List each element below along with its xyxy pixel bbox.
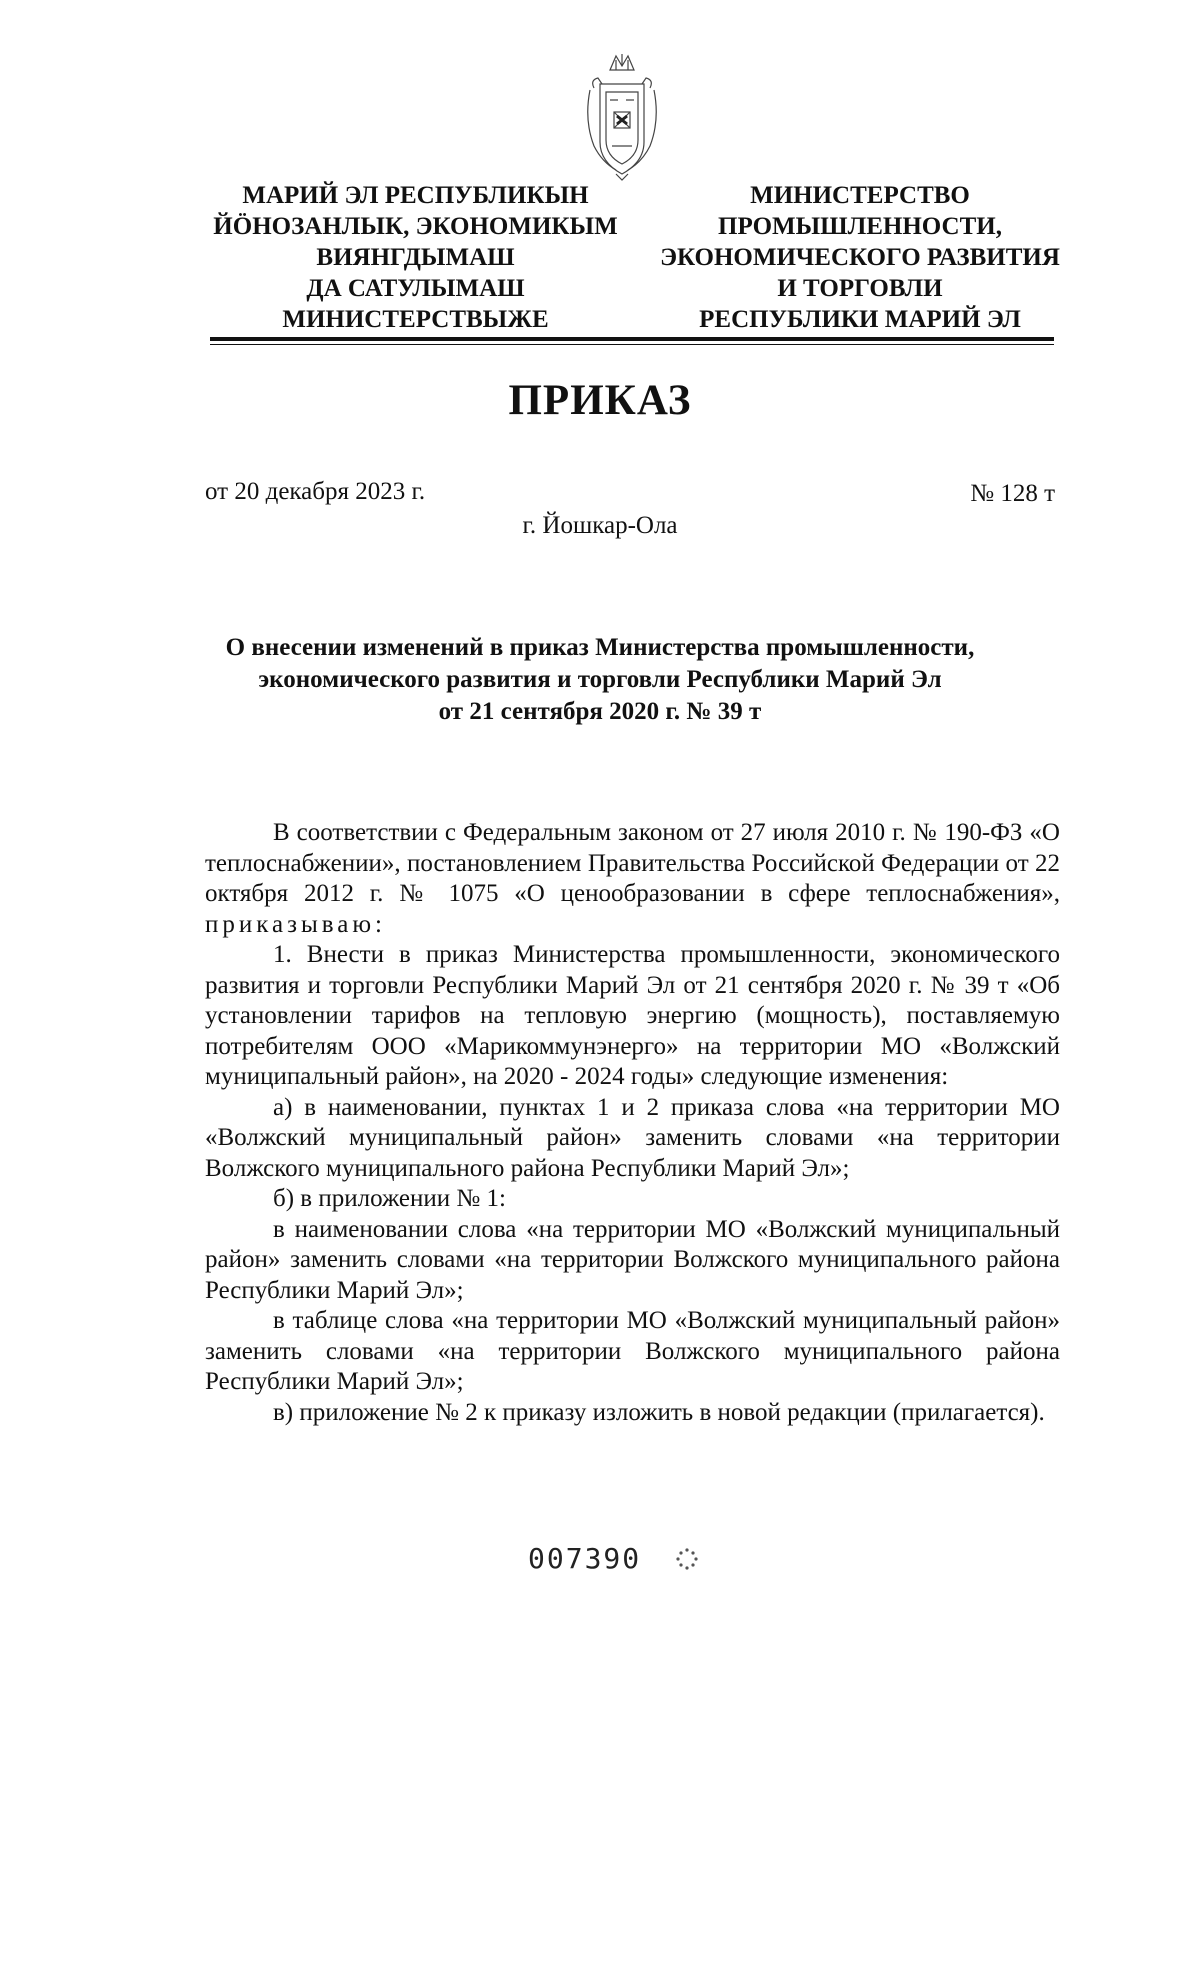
coat-of-arms-icon xyxy=(572,50,672,185)
org-name-line: ЭКОНОМИЧЕСКОГО РАЗВИТИЯ xyxy=(660,244,1060,271)
org-name-mari xyxy=(188,180,643,335)
preamble-text: В соответствии с Федеральным законом от 27 июля 2010 г. № 190-ФЗ «О теплоснабжении», постановлением Правительства Российской Федерации от 22 октября 2012 г. № 1075 «О ценообразовании в сфере теплоснабжения», xyxy=(205,819,1060,907)
body-paragraph: 1. Внести в приказ Министерства промышленности, экономического развития и торговли Республики Марий Эл от 21 сентября 2020 г. № 39 т «Об установлении тарифов на тепловую энергию (мощность), поставляемую потребителям ООО «Марикоммунэнерго» на территории МО «Волжский муниципальный район», на 2020 - 2024 годы» следующие изменения: xyxy=(205,941,1060,1090)
serial-number: 007390 xyxy=(528,1542,642,1575)
org-name-line: ПРОМЫШЛЕННОСТИ, xyxy=(718,213,1002,240)
org-name-russian xyxy=(650,180,1070,335)
order-word: приказываю: xyxy=(205,910,386,938)
org-name-line: ВИЯНГДЫМАШ xyxy=(316,244,515,271)
org-name-line: ДА САТУЛЫМАШ xyxy=(306,275,525,302)
header-divider-thin xyxy=(210,344,1054,345)
document-title: ПРИКАЗ xyxy=(508,377,692,424)
document-number: № 128 т xyxy=(970,480,1055,507)
document-city: г. Йошкар-Ола xyxy=(522,512,678,539)
body-paragraph: в наименовании слова «на территории МО «Волжский муниципальный район» заменить словами «на территории Волжского муниципального района Республики Марий Эл»; xyxy=(205,1215,1060,1304)
body-paragraph xyxy=(205,818,1060,940)
body-paragraph: а) в наименовании, пунктах 1 и 2 приказа слова «на территории МО «Волжский муниципальный район» заменить словами «на территории Волжского муниципального района Республики Марий Эл»; xyxy=(205,1093,1060,1182)
serial-mark-icon xyxy=(674,1546,700,1572)
body-paragraph: б) в приложении № 1: xyxy=(273,1185,506,1212)
body-paragraph: в) приложение № 2 к приказу изложить в новой редакции (прилагается). xyxy=(273,1398,1045,1426)
org-name-line: И ТОРГОВЛИ xyxy=(777,275,943,302)
document-body xyxy=(205,818,1060,1428)
org-name-line: МАРИЙ ЭЛ РЕСПУБЛИКЫН xyxy=(242,182,589,209)
org-name-line: ЙӦНОЗАНЛЫК, ЭКОНОМИКЫМ xyxy=(213,213,618,240)
document-date: от 20 декабря 2023 г. xyxy=(205,478,426,505)
body-paragraph: в таблице слова «на территории МО «Волжский муниципальный район» заменить словами «на территории Волжского муниципального района Республики Марий Эл»; xyxy=(205,1307,1060,1395)
header-divider xyxy=(210,337,1054,341)
org-name-line: МИНИСТЕРСТВЫЖЕ xyxy=(282,306,549,333)
subject-line: О внесении изменений в приказ Министерства промышленности, xyxy=(225,634,975,661)
org-name-line: МИНИСТЕРСТВО xyxy=(750,182,970,209)
org-name-line: РЕСПУБЛИКИ МАРИЙ ЭЛ xyxy=(699,306,1021,333)
subject-line: экономического развития и торговли Республики Марий Эл xyxy=(258,666,942,693)
document-subject xyxy=(150,632,1050,728)
subject-line: от 21 сентября 2020 г. № 39 т xyxy=(438,698,762,725)
